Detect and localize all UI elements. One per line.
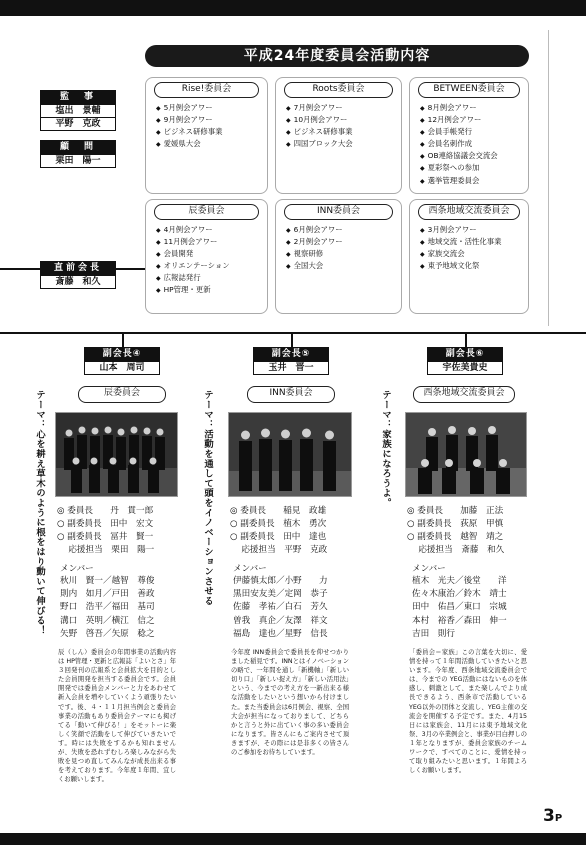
member-row: 本村 裕香／森田 伸一 [412,615,507,626]
committee-box-roots [275,77,402,194]
past-president-name: 斎藤 和久 [41,275,115,288]
committee-item: ◆ ビジネス研修事業 [286,126,397,138]
committee-item: ◆ 会員開発 [156,248,263,260]
committee-item: ◆ 会員名刺作成 [420,138,524,150]
past-president-block [40,261,116,289]
members-heading: メンバー [233,564,267,574]
vice-president-4-block [84,347,160,375]
committee-items [286,102,397,150]
connector-line [0,332,586,334]
committee-item: ◆ 6月例会アワー [286,224,397,236]
vice-president-name: 玉井 晋一 [254,361,328,374]
member-row: 田中 佑昌／東口 宗城 [412,602,507,613]
vp-committee-label: 辰委員会 [78,386,166,403]
member-row: 曽我 真企／友澤 祥文 [233,615,328,626]
member-row: 伊藤慎太郎／小野 力 [233,576,328,586]
committee-item: ◆ 5月例会アワー [156,102,263,114]
committee-description: 今年度 INN委員会で委員長を仰せつかりました稲見です。INNとはイノベーションの略で、一年間を通し「新機軸」「新しい切り口」「新しい捉え方」「新しい活用法」という、今までの考え方を一新出来る様な活動をしたいという想いから付けました。また当委員会は6月例会、視察、全国大会が担当になっておりまして、どちらかと言うと外に出ていく事の多い委員会になります。皆さんにもご案内させて頂きますが、その際には是非多くの皆さんのご参加をお待ちしています。 [231,649,349,757]
committee-theme: テーマ：家族になろうよ。 [380,390,391,508]
member-row: 佐々木康治／鈴木 靖士 [412,589,507,600]
committee-title: 西条地域交流委員会 [418,204,520,220]
auditor-heading: 監 事 [41,91,115,104]
committee-title: Rise!委員会 [154,82,259,98]
officers-list [230,505,327,557]
auditor-name: 平野 克政 [41,117,115,130]
officer-row: ○ 副委員長 田中 達也 [230,532,327,542]
committee-item: ◆ 四国ブロック大会 [286,138,397,150]
committee-item: ◆ 11月例会アワー [156,236,263,248]
member-row: 福島 達也／星野 信長 [233,628,328,639]
officer-row: ○ 副委員長 田中 宏文 [57,519,154,529]
committee-items [286,224,397,272]
committee-item: ◆ 選挙管理委員会 [420,175,524,187]
committee-box-tatsu [145,199,268,314]
committee-title: BETWEEN委員会 [418,82,520,98]
officer-row: ○ 副委員長 冨井 賢一 [57,532,154,542]
advisor-block [40,140,116,168]
officer-row: ○ 副委員長 荻原 甲慎 [407,519,504,529]
top-bar [0,0,586,16]
group-photo [405,412,527,497]
member-row: 矢野 啓吾／矢原 稔之 [60,628,155,639]
officers-list [57,505,154,557]
divider-line [548,30,549,326]
vice-president-heading: 副会長⑥ [428,348,502,361]
committee-item: ◆ 夏彩祭への参加 [420,162,524,174]
committee-items [420,224,524,272]
officer-row: ◎ 委員長 丹 貫一郎 [57,506,154,516]
committee-item: ◆ 会員手帳発行 [420,126,524,138]
committee-title: 辰委員会 [154,204,259,220]
vice-president-5-block [253,347,329,375]
committee-item: ◆ オリエンテーション [156,260,263,272]
vice-president-heading: 副会長④ [85,348,159,361]
past-president-heading: 直前会長 [41,262,115,275]
page-title: 平成24年度委員会活動内容 [145,45,529,67]
committee-item: ◆ 広報誌発行 [156,272,263,284]
member-row: 佐藤 孝祐／白石 芳久 [233,602,328,613]
committee-item: ◆ 4月例会アワー [156,224,263,236]
group-photo-image [406,413,527,497]
committee-item: ◆ 12月例会アワー [420,114,524,126]
connector-line [122,332,124,348]
auditor-block [40,90,116,131]
officer-row: 応援担当 斎藤 和久 [407,545,505,555]
members-list [60,575,155,641]
vice-president-heading: 副会長⑤ [254,348,328,361]
committee-items [156,102,263,150]
advisor-heading: 顧 問 [41,141,115,154]
page-number-digit: 3 [543,806,555,826]
members-heading: メンバー [412,564,446,574]
connector-line [465,332,467,348]
member-row: 野口 浩平／福田 基司 [60,602,155,613]
committee-item: ◆ 家族交流会 [420,248,524,260]
committee-item: ◆ 3月例会アワー [420,224,524,236]
connector-line [291,332,293,348]
vice-president-name: 山本 周司 [85,361,159,374]
committee-item: ◆ 8月例会アワー [420,102,524,114]
committee-box-rise [145,77,268,194]
vp-committee-label: INN委員会 [247,386,335,403]
committee-box-inn [275,199,402,314]
committee-item: ◆ HP管理・更新 [156,284,263,296]
committee-item: ◆ 9月例会アワー [156,114,263,126]
member-row: 溝口 英明／横江 信之 [60,615,155,626]
committee-theme: テーマ：心を耕え草木のように根をはり動いて伸びる！ [34,390,45,635]
page-number-suffix: P [554,813,563,824]
group-photo-image [56,413,178,497]
advisor-name: 栗田 陽一 [41,154,115,167]
committee-items [156,224,263,297]
committee-description: 辰（しん）委員会の年間事業の活動内容は HP管理・更新と広報誌「よいとさ」年３回発刊の広報系と会員拡大を目的とした会員開発を担当する委員会です。会員開発では委員会メンバーと力をあわせて新入会員を増やしていくよう頑張りたいです。後、４・１１月担当例会と委員会事業の活動もあり委員会テーマにも掲げてる「動いて伸びる！」をモットーに楽しく笑顔で活動をして伸びていきたいです。時には失敗をするかも知れませんが、失敗を恐れずむしろ楽しみながら失敗を見つめ直してみんなが成長出来る事を考えております。今年度１年間、宜しくお願いします。 [58,649,176,784]
committee-item: ◆ 全国大会 [286,260,397,272]
bottom-bar [0,833,586,845]
committee-description: 「委員会＝家族」この言葉を大切に、愛情を持って１年間活動していきたいと思います。今年度、西条地域交流委員会では、今までの YEG活動にはないものを体感し、刺激として、また楽しんでより成長できるよう、西条市で活動しているYEG以外の団体と交流し、YEG主催の交流会を開催する予定です。また、4月15日には家族会、11月には東予地域文化祭、3月の卒業例会と、事業が目白押しの１年となりますが、委員会家族のチームワークで、すべてのことに、愛情を持って取り組みたいと思います。１年間よろしくお願いします。 [409,649,527,775]
members-heading: メンバー [60,564,94,574]
member-row: 秋川 賢一／越智 尊俊 [60,576,155,586]
committee-box-between [409,77,529,194]
committee-item: ◆ 10月例会アワー [286,114,397,126]
member-row: 吉田 則行 [412,628,455,639]
member-row: 植木 光夫／後堂 洋 [412,576,507,586]
auditor-name: 塩出 景輔 [41,104,115,117]
group-photo [55,412,178,497]
committee-item: ◆ 東予地域文化祭 [420,260,524,272]
member-row: 黒田安友美／定岡 恭子 [233,589,328,600]
committee-item: ◆ 2月例会アワー [286,236,397,248]
members-list [233,575,328,641]
committee-theme: テーマ：活動を通して頭をイノベーションさせる [202,390,213,606]
vice-president-6-block [427,347,503,375]
members-list [412,575,507,641]
officer-row: ○ 副委員長 越智 靖之 [407,532,504,542]
committee-box-saijo [409,199,529,314]
group-photo [228,412,352,497]
member-row: 則内 如月／戸田 善政 [60,589,155,600]
officer-row: ○ 副委員長 植木 勇次 [230,519,327,529]
committee-item: ◆ 7月例会アワー [286,102,397,114]
committee-items [420,102,524,187]
officer-row: 応援担当 栗田 陽一 [57,545,155,555]
officers-list [407,505,504,557]
committee-title: INN委員会 [284,204,393,220]
committee-item: ◆ ビジネス研修事業 [156,126,263,138]
committee-item: ◆ 地域交流・活性化事業 [420,236,524,248]
page-number [543,806,562,826]
officer-row: ◎ 委員長 稲見 政雄 [230,506,327,516]
committee-item: ◆ OB連絡協議会交流会 [420,150,524,162]
officer-row: ◎ 委員長 加藤 正法 [407,506,504,516]
vp-committee-label: 西条地域交流委員会 [413,386,515,403]
officer-row: 応援担当 平野 克政 [230,545,328,555]
group-photo-image [229,413,352,497]
committee-item: ◆ 愛媛県大会 [156,138,263,150]
committee-title: Roots委員会 [284,82,393,98]
vice-president-name: 宇佐美貴史 [428,361,502,374]
committee-item: ◆ 視察研修 [286,248,397,260]
